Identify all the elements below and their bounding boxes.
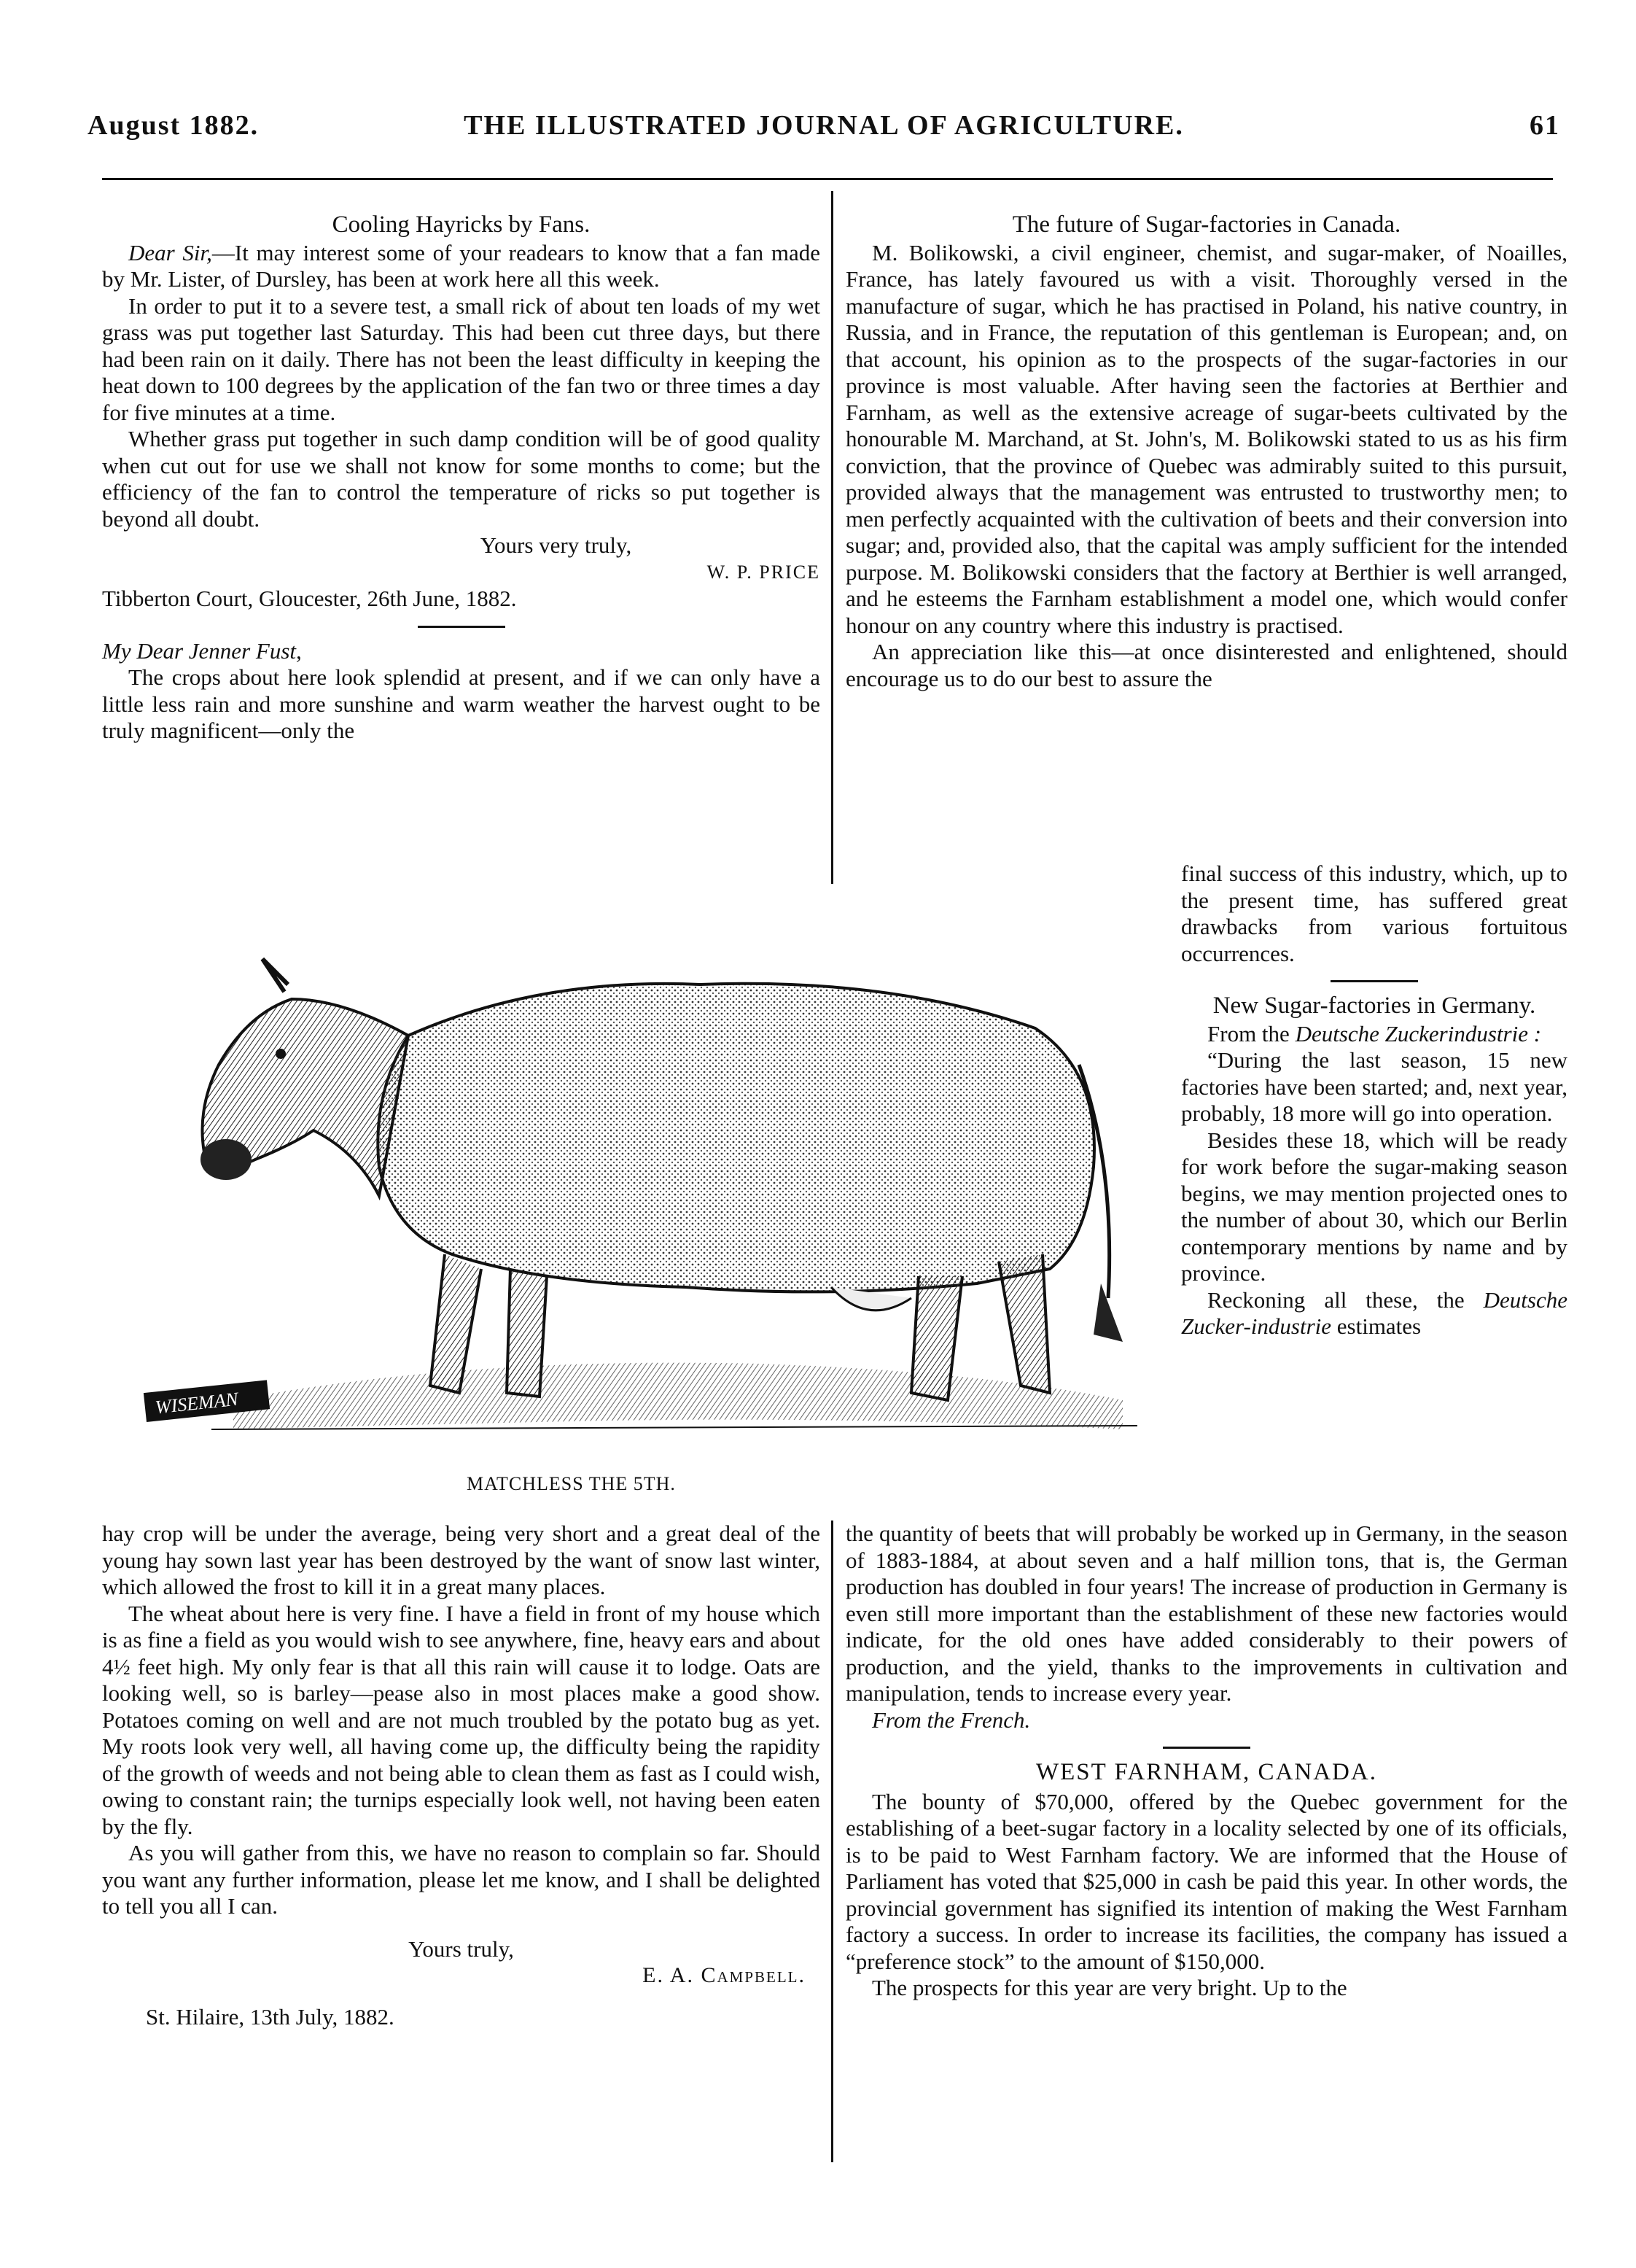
article-title: New Sugar-factories in Germany. xyxy=(1212,993,1536,1019)
paragraph: An appreciation like this—at once disinterested and enlightened, should encourage us to do our best to assure the xyxy=(846,639,1567,691)
paragraph: final success of this industry, which, up to the present time, has suffered great drawbacks from various fortuitous occurrences. xyxy=(1181,861,1567,966)
separator xyxy=(1163,1747,1250,1749)
article-sugar-factories-canada xyxy=(846,211,1567,692)
journal-title: THE ILLUSTRATED JOURNAL OF AGRICULTURE. xyxy=(464,110,1184,141)
article-continued-narrow xyxy=(1181,861,1567,1340)
paragraph: The wheat about here is very fine. I have a field in front of my house which is as fine a field as you would wish to see anywhere, fine, heavy ears and about 4½ feet high. My only fear is that all this rain will cause it to lodge. Oats are looking well, so is barley—pease also in most places make a good show. Potatoes coming on well and are not much troubled by the potato bug as yet. My roots look very well, all having come up, the difficulty being the rapidity of the growth of weeds and not being able to clean them as fast as I could wish, owing to constant rain; the turnips especially look well, not having been eaten by the fly. xyxy=(102,1600,820,1839)
article-cooling-hayricks xyxy=(102,211,820,745)
text: Reckoning all these, the xyxy=(1207,1286,1465,1313)
running-header xyxy=(87,109,1560,146)
source-credit: From the French. xyxy=(872,1706,1031,1733)
paragraph: The crops about here look splendid at present, and if we can only have a little less rain and more sunshine and warm weather the harvest ought to be truly magnificent—only the xyxy=(102,664,820,743)
separator xyxy=(1331,980,1418,982)
paragraph: In order to put it to a severe test, a small rick of about ten loads of my wet grass was put together last Saturday. This had been cut three days, but there had been rain on it daily. There has not been the least difficulty in keeping the heat down to 100 degrees by the application of the fan two or three times a day for five minutes at a time. xyxy=(102,292,820,425)
separator xyxy=(418,626,505,628)
paragraph: “During the last season, 15 new factories have been started; and, next year, probably, 18 more will go into operation. xyxy=(1181,1047,1567,1126)
image-caption: MATCHLESS THE 5TH. xyxy=(467,1473,676,1494)
paragraph: The bounty of $70,000, offered by the Quebec government for the establishing of a beet-sugar factory in a locality selected by one of its officials, is to be paid to West Farnham factory. We are informed that the House of Parliament has voted that $25,000 in cash be paid this year. In other words, the provincial government has signified its intention of making the West Farnham factory a success. In order to increase its facilities, the company has issued a “preference stock” to the amount of $150,000. xyxy=(846,1788,1567,1974)
page-number: 61 xyxy=(1530,110,1560,141)
header-date: August 1882. xyxy=(87,110,260,141)
signature: E. A. Campbell. xyxy=(642,1963,806,1987)
column-rule-top xyxy=(831,191,833,884)
paragraph: hay crop will be under the average, being very short and a great deal of the young hay sown last year has been destroyed by the want of snow last winter, which allowed the frost to kill it in a great many places. xyxy=(102,1521,820,1599)
text: From the xyxy=(1207,1020,1290,1046)
paragraph: —It may interest some of your readears to know that a fan made by Mr. Lister, of Dursley, has been at work here all this week. xyxy=(102,239,820,292)
source-name: Deutsche Zuckerindustrie : xyxy=(1295,1020,1542,1046)
paragraph: The prospects for this year are very bright. Up to the xyxy=(872,1975,1347,2000)
place-date: St. Hilaire, 13th July, 1882. xyxy=(146,2003,394,2030)
article-title: WEST FARNHAM, CANADA. xyxy=(1036,1759,1377,1785)
salutation: My Dear Jenner Fust, xyxy=(102,637,302,664)
article-title: The future of Sugar-factories in Canada. xyxy=(1012,211,1401,238)
column-rule-bottom xyxy=(831,1521,833,2162)
article-west-farnham xyxy=(846,1521,1567,2002)
paragraph: As you will gather from this, we have no reason to complain so far. Should you want any further information, please let me know, and I shall be delighted to tell you all I can. xyxy=(102,1840,820,1919)
article-title: Cooling Hayricks by Fans. xyxy=(332,211,591,238)
engraver-signature: WISEMAN xyxy=(154,1388,240,1418)
salutation: Dear Sir, xyxy=(128,239,212,265)
text: estimates xyxy=(1336,1313,1422,1339)
place-date: Tibberton Court, Gloucester, 26th June, 1882. xyxy=(102,586,517,611)
paragraph: M. Bolikowski, a civil engineer, chemist, and sugar-maker, of Noailles, France, has lately favoured us with a visit. Thoroughly versed in the manufacture of sugar, which he has practised in Poland, his native country, in Russia, and in France, the reputation of this gentleman is European; and, on that account, his opinion as to the prospects of the sugar-factories in our province is most valuable. After having seen the factories at Berthier and Farnham, as well as the extensive acreage of sugar-beets cultivated by the honourable M. Marchand, at St. John's, M. Bolikowski stated to us as his firm conviction, that the province of Quebec was admirably suited to this pursuit, provided always that the management was entrusted to trustworthy men; to men perfectly acquainted with the cultivation of beets and their conversion into sugar; and, provided also, that the capital was amply sufficient for the intended purpose. M. Bolikowski considers that the factory at Berthier is well arranged, and he esteems the Farnham establishment a model one, which would confer honour on any country where this industry is practised. xyxy=(846,239,1567,638)
letter-continued xyxy=(102,1521,820,2030)
source-name: Deutsche Zucker-industrie xyxy=(1181,1286,1567,1339)
paragraph: the quantity of beets that will probably be worked up in Germany, in the season of 1883-1884, at about seven and a half million tons, that is, the German production has doubled in four years! The increase of production in Germany is even still more important than the establishment of these new factories would indicate, for the old ones have added considerably to their powers of production, and the yield, thanks to the improvements in cultivation and manipulation, tends to increase every year. xyxy=(846,1521,1567,1706)
paragraph: Besides these 18, which will be ready for work before the sugar-making season begins, we may mention projected ones to the number of about 30, which our Berlin contemporary mentions by name and by province. xyxy=(1181,1127,1567,1286)
paragraph: Whether grass put together in such damp condition will be of good quality when cut out for use we shall not know for some months to come; but the efficiency of the fan to control the temperature of ricks so put together is beyond all doubt. xyxy=(102,426,820,532)
closing: Yours truly, xyxy=(408,1935,514,1962)
cow-engraving xyxy=(102,890,1166,1466)
signature: W. P. PRICE xyxy=(706,561,820,583)
closing: Yours very truly, xyxy=(480,532,632,558)
header-rule xyxy=(102,178,1553,180)
